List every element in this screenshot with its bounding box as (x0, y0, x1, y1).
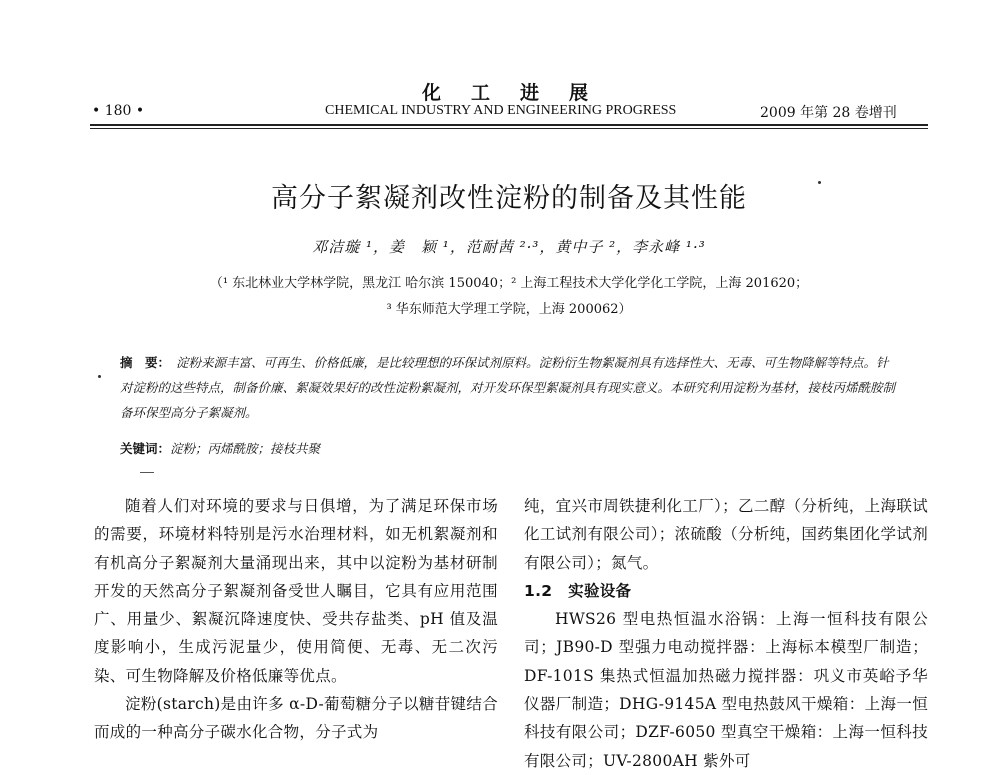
body-column-left (94, 492, 498, 747)
header-rule-thin (90, 128, 928, 129)
abstract-text: 淀粉来源丰富、可再生、价格低廉，是比较理想的环保试剂原料。淀粉衍生物絮凝剂具有选择性大、无毒、可生物降解等特点。针对淀粉的这些特点，制备价廉、絮凝效果好的改性淀粉絮凝剂，对开发环保型絮凝剂具有现实意义。本研究利用淀粉为基材，接枝丙烯酰胺制备环保型高分子絮凝剂。 (120, 355, 896, 420)
paragraph: HWS26 型电热恒温水浴锅：上海一恒科技有限公司；JB90-D 型强力电动搅拌器：上海标本模型厂制造；DF-101S 集热式恒温加热磁力搅拌器：巩义市英峪予华仪器厂制造；DHG-9145A 型电热鼓风干燥箱：上海一恒科技有限公司；DZF-6050 型真空干燥箱：上海一恒科技有限公司；UV-2800AH 紫外可 (524, 610, 928, 770)
issue-info: 2009 年第 28 卷增刊 (760, 105, 897, 121)
paragraph: 随着人们对环境的要求与日俱增，为了满足环保市场的需要，环境材料特别是污水治理材料，如无机絮凝剂和有机高分子絮凝剂大量涌现出来，其中以淀粉为基材研制开发的天然高分子絮凝剂备受世人瞩目，它具有应用范围广、用量少、絮凝沉降速度快、受共存盐类、pH 值及温度影响小，生成污泥量少，使用简便、无毒、无二次污染、可生物降解及价格低廉等优点。 (94, 497, 498, 685)
abstract-label: 摘 要： (120, 355, 171, 370)
journal-title-en: CHEMICAL INDUSTRY AND ENGINEERING PROGRESS (325, 103, 677, 118)
paragraph: 纯，宜兴市周铁捷利化工厂）；乙二醇（分析纯，上海联试化工试剂有限公司）；浓硫酸（分析纯，国药集团化学试剂有限公司）；氮气。 (524, 497, 928, 572)
page-number: • 180 • (92, 103, 145, 119)
abstract (120, 350, 900, 425)
author-list: 邓洁璇 ¹，姜 颖 ¹，范耐茜 ²·³，黄中子 ²，李永峰 ¹·³ (312, 238, 706, 256)
section-divider (140, 472, 154, 473)
affiliation-line-1: （¹ 东北林业大学林学院，黑龙江 哈尔滨 150040；² 上海工程技术大学化学化工学院，上海 201620； (209, 276, 809, 291)
header-rule (90, 124, 928, 126)
section-heading: 1.2 实验设备 (524, 581, 632, 600)
keywords-label: 关键词： (120, 441, 171, 456)
scan-speck (98, 375, 101, 378)
body-column-right (524, 492, 928, 775)
journal-title-cn: 化工进展 (421, 82, 618, 104)
affiliation-line-2: ³ 华东师范大学理工学院，上海 200062） (386, 302, 632, 317)
keywords (120, 439, 900, 457)
article-title: 高分子絮凝剂改性淀粉的制备及其性能 (271, 183, 747, 214)
keywords-text: 淀粉；丙烯酰胺；接枝共聚 (170, 441, 321, 456)
paragraph: 淀粉(starch)是由许多 α-D-葡萄糖分子以糖苷键结合而成的一种高分子碳水化合物，分子式为 (94, 695, 498, 742)
